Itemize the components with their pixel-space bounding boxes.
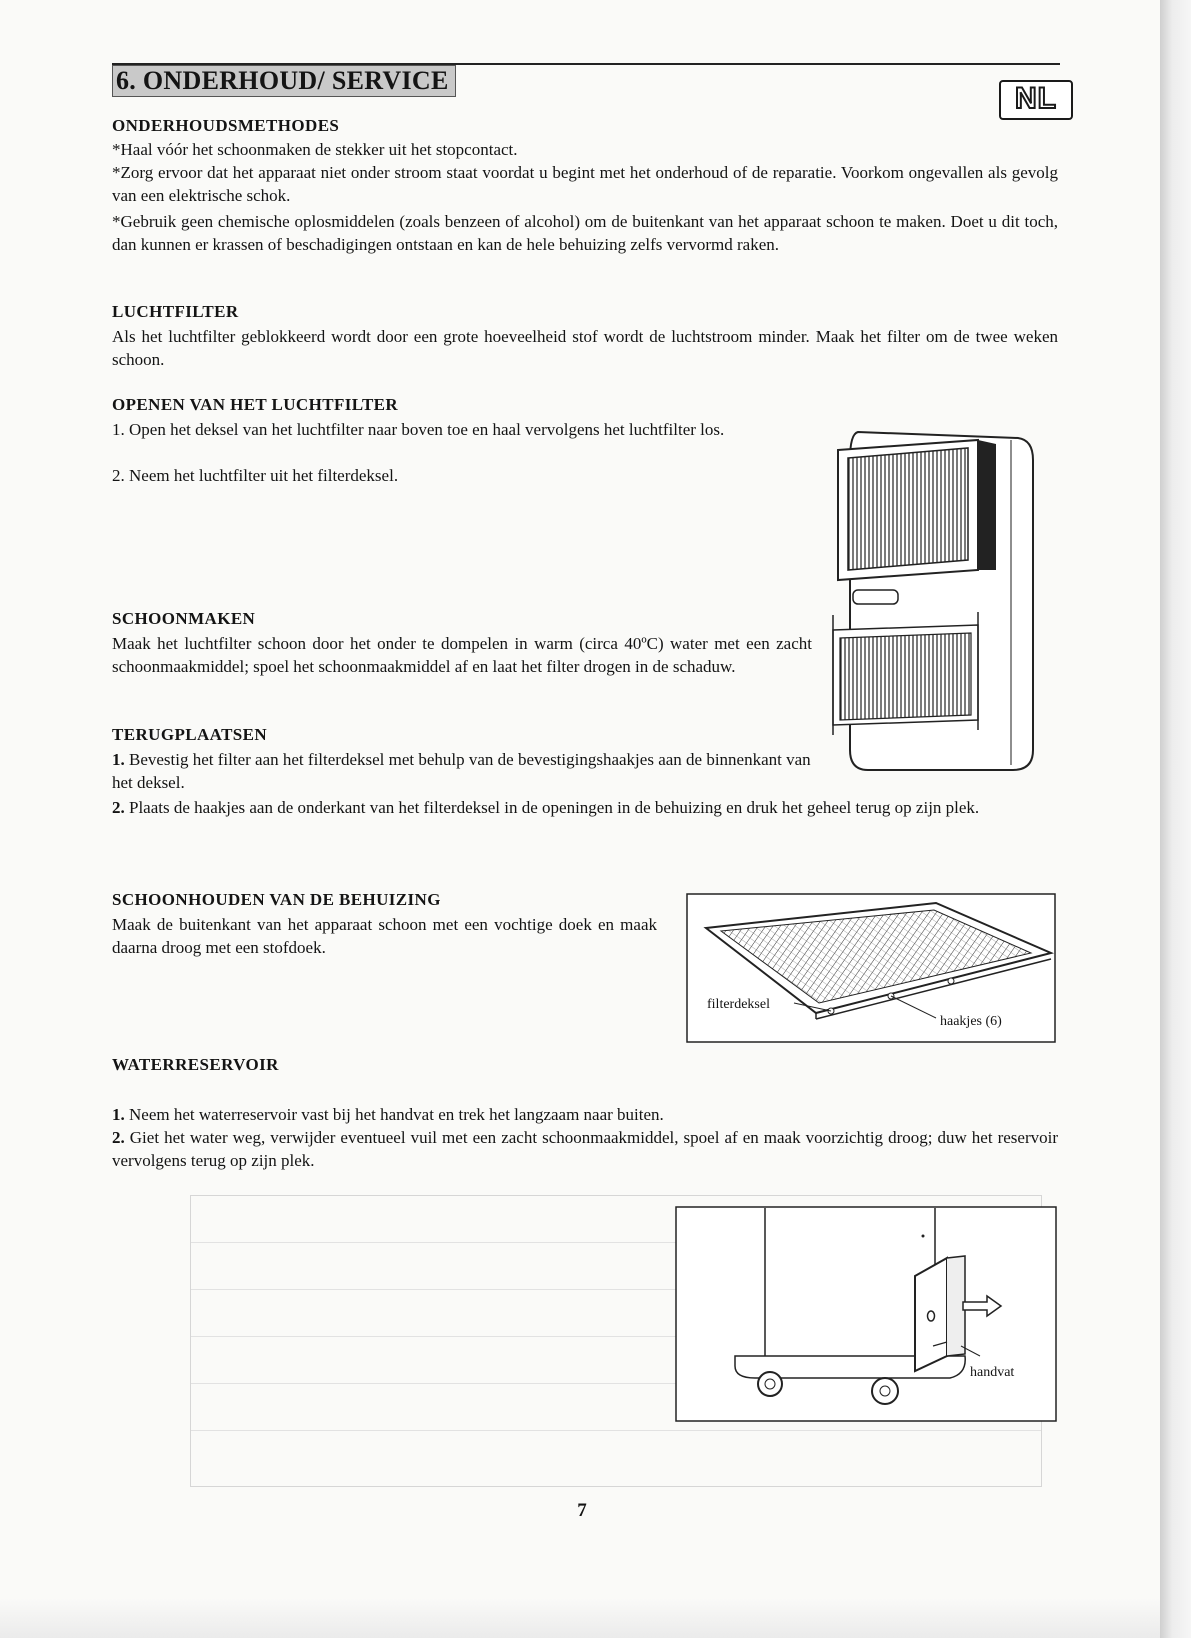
- reservoir-step1-num: 1.: [112, 1105, 125, 1124]
- replace-step2: [112, 796, 1058, 819]
- page-number: 7: [577, 1500, 587, 1521]
- page-title: 6. ONDERHOUD/ SERVICE: [116, 66, 449, 95]
- label-haakjes: haakjes (6): [940, 1014, 1002, 1029]
- replace-step1-num: 1.: [112, 750, 125, 769]
- open-filter-heading: OPENEN VAN HET LUCHTFILTER: [112, 395, 399, 414]
- methods-p3: *Gebruik geen chemische oplosmiddelen (zoals benzeen of alcohol) om de buitenkant van het apparaat schoon te maken. Doet u dit toch, dan kunnen er krassen of beschadigingen ontstaan en kan de hele behuizing zelfs vervormd raken.: [112, 212, 1058, 254]
- reservoir-step2: [112, 1126, 1058, 1172]
- open-filter-step2: 2. Neem het luchtfilter uit het filterdeksel.: [112, 466, 399, 485]
- page-edge: [1160, 0, 1191, 1638]
- housing-heading: SCHOONHOUDEN VAN DE BEHUIZING: [112, 890, 441, 909]
- replace-step2-num: 2.: [112, 798, 125, 817]
- cleaning-heading: SCHOONMAKEN: [112, 609, 256, 628]
- reservoir-step2-num: 2.: [112, 1128, 125, 1147]
- replace-step1: [112, 748, 812, 794]
- methods-p1: *Haal vóór het schoonmaken de stekker uit het stopcontact.: [112, 140, 518, 159]
- reservoir-step1: [112, 1103, 1058, 1126]
- replace-step1-text: Bevestig het filter aan het filterdeksel met behulp van de bevestigingshaakjes aan de binnenkant van het deksel.: [112, 750, 811, 792]
- reservoir-step2-text: Giet het water weg, verwijder eventueel vuil met een zacht schoonmaakmiddel, spoel af en maak voorzichtig droog; duw het reservoir vervolgens terug op zijn plek.: [112, 1128, 1058, 1170]
- airfilter-heading: LUCHTFILTER: [112, 302, 239, 321]
- label-handvat: handvat: [970, 1365, 1015, 1380]
- reservoir-heading: WATERRESERVOIR: [112, 1055, 279, 1074]
- language-badge: NL: [999, 80, 1073, 120]
- airfilter-p1: Als het luchtfilter geblokkeerd wordt door een grote hoeveelheid stof wordt de luchtstroom minder. Maak het filter om de twee weken schoon.: [112, 327, 1058, 369]
- label-filterdeksel: filterdeksel: [707, 997, 770, 1012]
- methods-p2: *Zorg ervoor dat het apparaat niet onder stroom staat voordat u begint met het onderhoud of de reparatie. Voorkom ongevallen als gevolg van een elektrische schok.: [112, 163, 1058, 205]
- cleaning-p1: Maak het luchtfilter schoon door het onder te dompelen in warm (circa 40ºC) water met een zacht schoonmaakmiddel; spoel het schoonmaakmiddel af en laat het filter drogen in de schaduw.: [112, 634, 812, 676]
- reservoir-figure: [675, 1206, 1057, 1422]
- open-filter-step1: 1. Open het deksel van het luchtfilter naar boven toe en haal vervolgens het luchtfilter los.: [112, 420, 725, 439]
- reservoir-step1-text: Neem het waterreservoir vast bij het handvat en trek het langzaam naar buiten.: [124, 1105, 664, 1124]
- replace-heading: TERUGPLAATSEN: [112, 725, 268, 744]
- bottom-band: [0, 1598, 1160, 1638]
- methods-heading: ONDERHOUDSMETHODES: [112, 116, 340, 135]
- housing-p1: Maak de buitenkant van het apparaat schoon met een vochtige doek en maak daarna droog met een stofdoek.: [112, 915, 657, 957]
- replace-step2-text: Plaats de haakjes aan de onderkant van het filterdeksel in de openingen in de behuizing en druk het geheel terug op zijn plek.: [124, 798, 980, 817]
- filter-door-figure: [828, 420, 1050, 775]
